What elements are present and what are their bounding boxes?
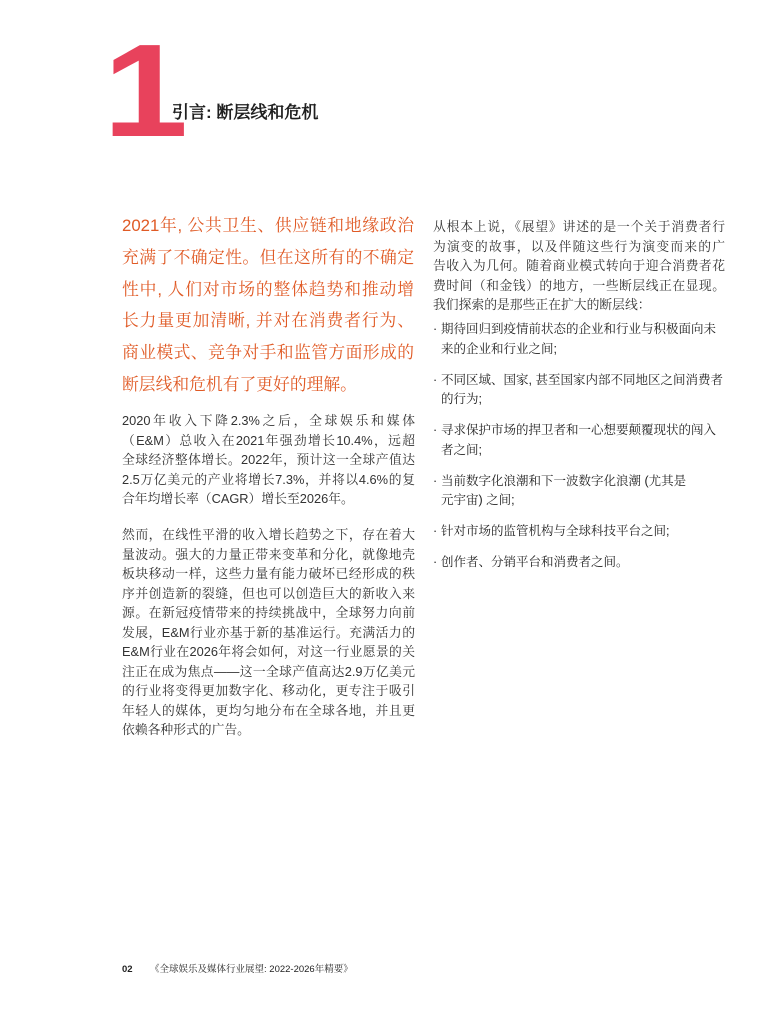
body-line: 2.5万亿美元的产业将增长7.3%，并将以4.6%的复: [122, 471, 415, 487]
bullet-marker: ·: [433, 524, 438, 538]
body-line: 发展，E&M行业亦基于新的基准运行。充满活力的: [122, 624, 415, 640]
bullet-marker: ·: [433, 423, 438, 437]
page-footer: [122, 963, 353, 977]
list-item-line: 不同区域、国家, 甚至国家内部不同地区之间消费者: [441, 372, 723, 387]
body-line: （E&M）总收入在2021年强劲增长10.4%，远超: [122, 432, 415, 448]
lead-line: 商业模式、竞争对手和监管方面形成的: [122, 343, 414, 363]
body-line: 量波动。强大的力量正带来变革和分化，就像地壳: [122, 546, 415, 562]
list-item: [433, 472, 728, 511]
list-item: [433, 320, 728, 359]
bullet-marker: ·: [433, 473, 438, 488]
list-item-line: 元宇宙) 之间;: [441, 493, 515, 507]
list-item-line: 的行为;: [441, 392, 482, 406]
body-line: 年轻人的媒体，更均匀地分布在全球各地，并且更: [122, 702, 415, 718]
body-line: 依赖各种形式的广告。: [122, 722, 250, 737]
body-line: 费时间（和金钱）的地方，一些断层线正在显现。: [433, 277, 725, 293]
list-item: [433, 421, 728, 460]
list-item-line: 针对市场的监管机构与全球科技平台之间;: [441, 524, 670, 538]
body-line: 合年均增长率（CAGR）增长至2026年。: [122, 491, 354, 506]
list-item-line: 期待回归到疫情前状态的企业和行业与积极面向未: [441, 322, 717, 336]
body-line: 然而，在线性平滑的收入增长趋势之下，存在着大: [122, 527, 415, 542]
body-line: E&M行业在2026年将会如何，对这一行业愿景的关: [122, 644, 415, 659]
lead-line: 性中, 人们对市场的整体趋势和推动增: [122, 279, 414, 299]
lead-line: 2021年, 公共卫生、供应链和地缘政治: [122, 216, 414, 235]
list-item: [433, 371, 728, 410]
bullet-marker: ·: [433, 555, 438, 569]
chapter-number: 1: [103, 17, 189, 164]
list-item: [433, 522, 728, 542]
bullet-marker: ·: [433, 372, 438, 387]
list-item-line: 来的企业和行业之间;: [441, 341, 557, 356]
body-paragraph-outlook: [433, 217, 725, 315]
body-line: 注正在成为焦点——这一全球产值高达2.9万亿美元: [122, 663, 415, 679]
page-number: 02: [122, 964, 133, 975]
fault-lines-list: [433, 320, 728, 584]
lead-line: 长力量更加清晰, 并对在消费者行为、: [122, 311, 414, 331]
list-item: [433, 553, 728, 573]
body-line: 序并创造新的裂缝，但也可以创造巨大的新收入来: [122, 585, 415, 601]
list-item-line: 当前数字化浪潮和下一波数字化浪潮 (尤其是: [441, 473, 687, 488]
lead-line: 断层线和危机有了更好的理解。: [122, 374, 357, 394]
body-line: 告收入为几何。随着商业模式转向于迎合消费者花: [433, 258, 725, 273]
body-line: 我们探索的是那些正在扩大的断层线：: [433, 297, 651, 312]
bullet-marker: ·: [433, 322, 438, 336]
body-line: 的行业将变得更加数字化、移动化，更专注于吸引: [122, 683, 415, 698]
body-line: 为演变的故事，以及伴随这些行为演变而来的广: [433, 238, 725, 254]
body-paragraph-growth: [122, 411, 415, 509]
publication-title: 《全球娱乐及媒体行业展望: 2022-2026年精要》: [150, 964, 353, 975]
list-item-line: 创作者、分销平台和消费者之间。: [441, 555, 629, 569]
body-line: 从根本上说，《展望》讲述的是一个关于消费者行: [433, 219, 725, 234]
lead-paragraph: [122, 210, 414, 401]
body-line: 2020年收入下降2.3%之后，全球娱乐和媒体: [122, 413, 415, 428]
list-item-line: 者之间;: [441, 442, 482, 457]
body-line: 板块移动一样，这些力量有能力破坏已经形成的秩: [122, 566, 415, 581]
body-line: 全球经济整体增长。2022年，预计这一全球产值达: [122, 452, 415, 467]
chapter-title: 引言: 断层线和危机: [172, 103, 319, 122]
body-paragraph-volatility: [122, 525, 415, 740]
body-line: 源。在新冠疫情带来的持续挑战中，全球努力向前: [122, 605, 415, 620]
list-item-line: 寻求保护市场的捍卫者和一心想要颠覆现状的闯入: [441, 423, 717, 437]
lead-line: 充满了不确定性。但在这所有的不确定: [122, 247, 414, 267]
